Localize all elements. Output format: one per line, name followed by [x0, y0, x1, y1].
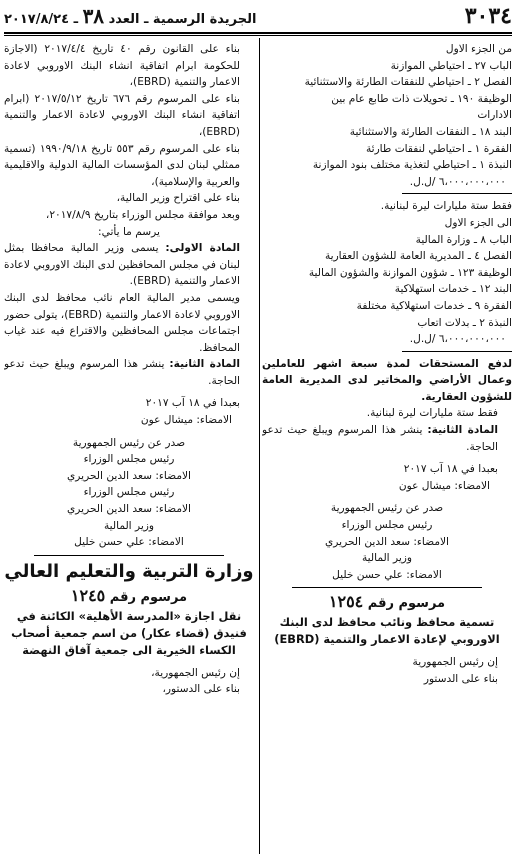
signature-line: الامضاء: علي حسن خليل — [332, 568, 442, 581]
text-line: النبذة ١ ـ احتياطي لتغذية مختلف بنود الموازنة — [312, 159, 512, 172]
issued-by: صدر عن رئيس الجمهورية — [330, 502, 444, 515]
text-line: من الجزء الاول — [445, 43, 512, 55]
text-line: بناء على الدستور، — [162, 683, 240, 696]
issued-by: صدر عن رئيس الجمهورية — [72, 436, 186, 449]
decree-heading — [4, 586, 254, 608]
issue-date: ـ ٢٠١٧/٨/٢٤ — [4, 12, 79, 27]
section-separator — [292, 587, 482, 588]
text-line: إن رئيس الجمهورية — [412, 656, 498, 669]
article-two — [262, 422, 512, 455]
place-date: بعبدا في ١٨ آب ٢٠١٧ — [145, 397, 240, 410]
signer-title: رئيس مجلس الوزراء — [83, 486, 175, 499]
article-label: المادة الثانية: — [427, 424, 498, 437]
text-line: الباب ٢٧ ـ احتياطي الموازنة — [390, 59, 512, 72]
gazette-name: الجريدة الرسمية ـ العدد — [108, 12, 257, 27]
text-line: الفقرة ٩ ـ خدمات استهلاكية مختلفة — [356, 299, 512, 312]
amount-rule — [402, 193, 512, 194]
text-line: البند ١٢ ـ خدمات استهلاكية — [394, 283, 512, 296]
text-line: الوظيفة ١٢٣ ـ شؤون الموازنة والشؤون المالية — [308, 266, 512, 279]
signer-title: رئيس مجلس الوزراء — [83, 453, 175, 466]
right-column — [262, 41, 512, 856]
article-label: المادة الاولى: — [165, 242, 241, 255]
text-line: فقط ستة مليارات ليرة لبنانية. — [380, 200, 512, 213]
article-text: ينشر هذا المرسوم ويبلغ حيث تدعو الحاجة. — [4, 358, 240, 387]
article-text: يسمى وزير المالية محافظا بمثل لبنان في مجلس المحافظين لدى البنك الاوروبي لاعادة الاعمار والتنمية (EBRD). — [4, 242, 240, 288]
text-line: الوظيفة ١٩٠ ـ تحويلات ذات طابع عام بين — [331, 92, 512, 105]
preamble-paragraph: وبعد موافقة مجلس الوزراء بتاريخ ٢٠١٧/٨/٩، — [45, 208, 240, 221]
decree-number: ١٢٤٥ — [70, 585, 106, 605]
text-line: الفصل ٤ ـ المديرية العامة للشؤون العقارية — [324, 250, 512, 263]
section-separator — [34, 555, 224, 556]
amount-rule — [402, 351, 512, 352]
gazette-issue-line — [4, 5, 256, 31]
article-one — [4, 240, 254, 290]
page-header — [0, 0, 516, 34]
signature-line: الامضاء: سعد الدين الحريري — [325, 535, 449, 548]
text-line: الى الجزء الاول — [444, 216, 512, 229]
article-paragraph: ويسمى مدير المالية العام نائب محافظ لدى البنك الاوروبي لاعادة الاعمار والتنمية (EBRD)، يتولى حضور اجتماعات مجلس المحافظين والاقتراع فيه عند غياب المحافظ. — [4, 291, 240, 354]
page-number: ٣٠٣٤ — [464, 3, 512, 29]
preamble-paragraph: بناء على المرسوم رقم ٥٥٣ تاريخ ١٩٩٠/٩/١٨ (تسمية ممثلي لبنان لدى المؤسسات المالية الدولية والاقليمية والعربية والإسلامية)، — [4, 142, 240, 188]
left-column — [4, 41, 254, 856]
article-two — [4, 356, 254, 389]
article-text: ينشر هذا المرسوم ويبلغ حيث تدعو الحاجة. — [262, 424, 498, 453]
text-line: فقط ستة مليارات ليرة لبنانية. — [366, 407, 498, 420]
signer-title: وزير المالية — [361, 552, 413, 565]
decree-label: مرسوم رقم — [363, 596, 446, 612]
purpose-paragraph: لدفع المستحقات لمدة سبعة اشهر للعاملين وعمال الأراضي والمخاتير لدى المديرية العامة للشؤون العقارية. — [262, 357, 512, 403]
decree-number: ١٢٥٤ — [328, 592, 364, 612]
preamble-paragraph: بناء على المرسوم رقم ٦٧٦ تاريخ ٢٠١٧/٥/١٢ (ابرام اتفاقية انشاء البنك الاوروبي لاعادة الاعمار والتنمية (EBRD)، — [4, 92, 240, 138]
amount-line: ٦،٠٠٠،٠٠٠،٠٠٠ /ل.ل. — [409, 333, 506, 346]
preamble-paragraph: بناء على اقتراح وزير المالية، — [116, 192, 240, 205]
text-line: الفصل ٢ ـ احتياطي للنفقات الطارئة والاستثنائية — [304, 76, 512, 89]
decree-title: تسمية محافظ ونائب محافظ لدى البنك الاوروبي لإعادة الاعمار والتنمية (EBRD) — [274, 615, 500, 647]
decrees-line: يرسم ما يأتي: — [98, 225, 160, 238]
decree-title: نقل اجازة «المدرسة الأهلية» الكائنة في فنيدق (قضاء عكار) من اسم جمعية أصحاب الكساء الخيرية الى جمعية آفاق النهضة — [11, 608, 247, 657]
amount-line: ٦،٠٠٠،٠٠٠،٠٠٠ /ل.ل. — [409, 175, 506, 188]
text-line: البند ١٨ ـ النفقات الطارئة والاستثنائية — [349, 125, 512, 138]
header-rule — [4, 32, 512, 34]
text-line: النبذة ٢ ـ بدلات اتعاب — [417, 316, 512, 329]
signature-line: الامضاء: ميشال عون — [398, 479, 490, 492]
signature-line: الامضاء: علي حسن خليل — [74, 536, 184, 549]
header-rule-thin — [4, 35, 512, 36]
signature-line: الامضاء: سعد الدين الحريري — [67, 469, 191, 482]
decree-heading — [262, 592, 512, 614]
text-line: الفقرة ١ ـ احتياطي لنفقات طارئة — [365, 142, 512, 155]
article-label: المادة الثانية: — [169, 358, 240, 371]
preamble-paragraph: بناء على القانون رقم ٤٠ تاريخ ٢٠١٧/٤/٤ (الاجازة للحكومة ابرام اتفاقية انشاء البنك الاوروبي لاعادة الاعمار والتنمية (EBRD)، — [4, 43, 240, 89]
text-line: إن رئيس الجمهورية، — [151, 666, 240, 679]
column-divider — [259, 38, 260, 854]
decree-label: مرسوم رقم — [105, 589, 188, 605]
issue-number: ٣٨ — [82, 4, 105, 28]
signer-title: رئيس مجلس الوزراء — [341, 519, 433, 532]
ministry-heading: وزارة التربية والتعليم العالي — [4, 560, 254, 582]
signer-title: وزير المالية — [103, 519, 155, 532]
signature-line: الامضاء: ميشال عون — [140, 414, 232, 427]
text-line: الادارات — [477, 109, 512, 122]
signature-line: الامضاء: سعد الدين الحريري — [67, 503, 191, 516]
place-date: بعبدا في ١٨ آب ٢٠١٧ — [403, 463, 498, 476]
text-line: بناء على الدستور — [423, 673, 498, 685]
text-line: الباب ٨ ـ وزارة المالية — [415, 233, 512, 246]
